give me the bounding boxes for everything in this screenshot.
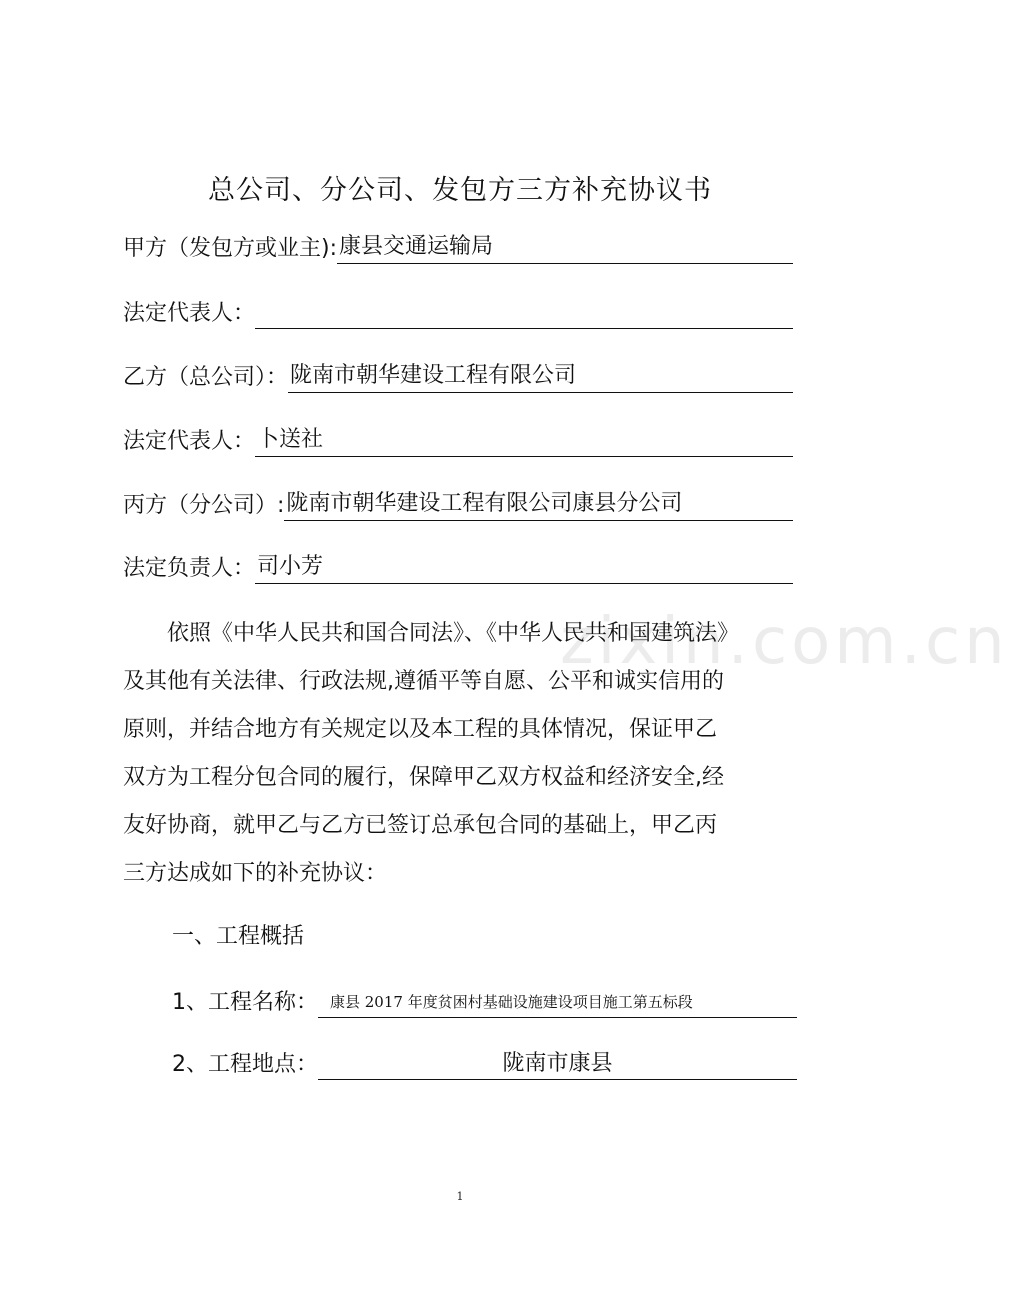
project-name-field xyxy=(172,984,797,1018)
paragraph-line: 依照《中华人民共和国合同法》、《中华人民共和国建筑法》 xyxy=(123,621,740,646)
agreement-preamble xyxy=(123,616,803,904)
project-location-label: 2、工程地点： xyxy=(172,1052,318,1077)
party-b-label: 乙方（总公司）： xyxy=(123,365,289,390)
party-b-representative-field xyxy=(123,421,793,457)
party-b-field xyxy=(123,357,793,393)
party-c-responsible-value: 司小芳 xyxy=(255,553,793,584)
project-location-field xyxy=(172,1046,797,1080)
watermark: zixin.com.cn xyxy=(560,605,1009,679)
party-c-field xyxy=(123,485,793,521)
party-a-field xyxy=(123,228,793,264)
party-b-value: 陇南市朝华建设工程有限公司 xyxy=(288,362,793,393)
project-name-label: 1、工程名称： xyxy=(172,990,318,1015)
party-a-value: 康县交通运输局 xyxy=(337,233,793,264)
section-heading: 一、工程概括 xyxy=(172,924,305,949)
party-b-representative-value: 卜送社 xyxy=(255,426,793,457)
paragraph-line: 双方为工程分包合同的履行，保障甲乙双方权益和经济安全,经 xyxy=(123,765,724,790)
party-b-representative-label: 法定代表人： xyxy=(123,429,256,454)
project-location-value: 陇南市康县 xyxy=(318,1051,797,1080)
party-c-responsible-field xyxy=(123,548,793,584)
paragraph-line: 原则，并结合地方有关规定以及本工程的具体情况，保证甲乙 xyxy=(123,717,718,742)
party-a-representative-label: 法定代表人： xyxy=(123,301,256,326)
project-name-value: 康县 2017 年度贫困村基础设施建设项目施工第五标段 xyxy=(318,989,797,1018)
party-a-representative-field xyxy=(123,293,793,329)
party-c-responsible-label: 法定负责人： xyxy=(123,556,256,581)
party-a-label: 甲方（发包方或业主): xyxy=(123,236,337,261)
paragraph-line: 及其他有关法律、行政法规,遵循平等自愿、公平和诚实信用的 xyxy=(123,669,724,694)
party-c-label: 丙方（分公司）: xyxy=(123,493,285,518)
party-c-value: 陇南市朝华建设工程有限公司康县分公司 xyxy=(284,490,793,521)
page-number: 1 xyxy=(456,1190,464,1203)
document-title: 总公司、分公司、发包方三方补充协议书 xyxy=(208,175,712,206)
paragraph-line: 三方达成如下的补充协议： xyxy=(123,861,388,886)
party-a-representative-value xyxy=(255,298,793,329)
paragraph-line: 友好协商，就甲乙与乙方已签订总承包合同的基础上，甲乙丙 xyxy=(123,813,718,838)
